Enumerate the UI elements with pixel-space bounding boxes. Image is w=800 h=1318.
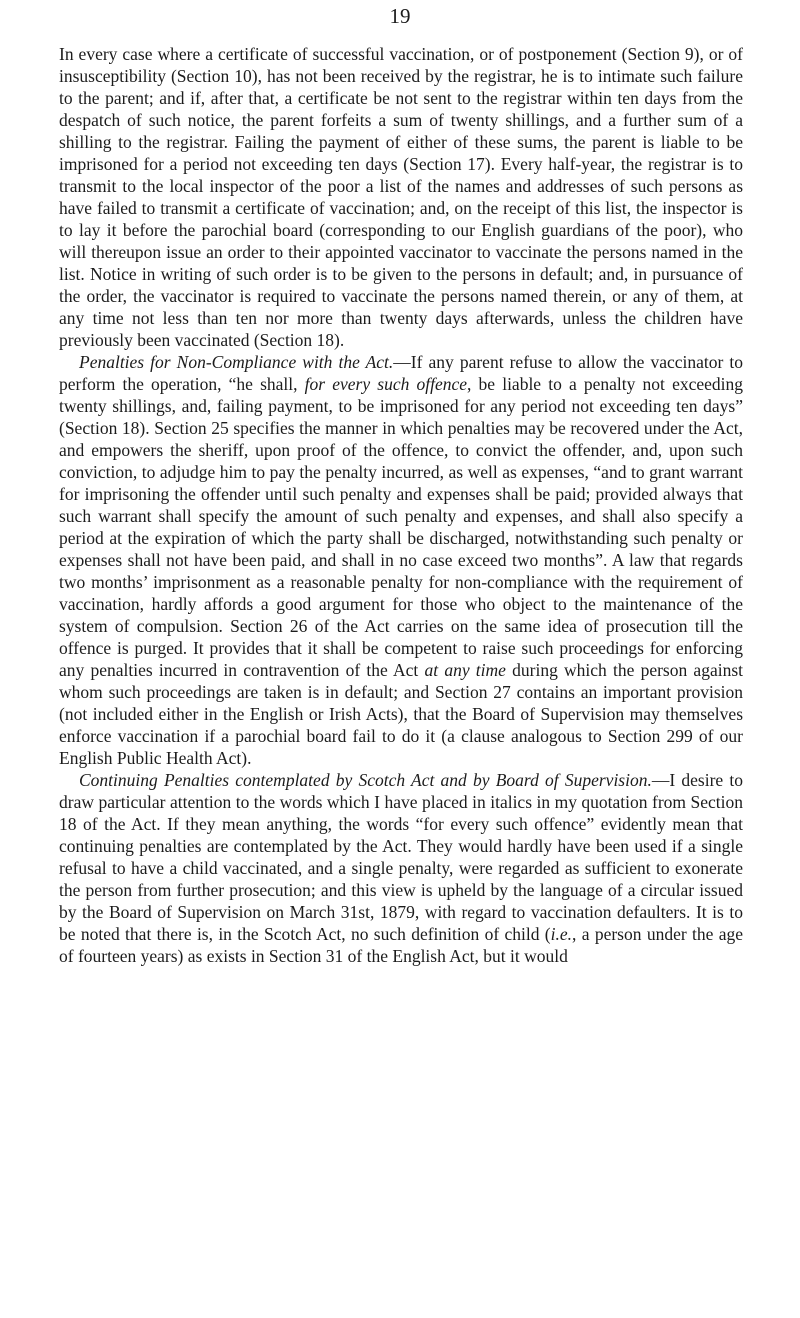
paragraph <box>59 351 743 769</box>
body-text <box>59 43 743 967</box>
paragraph <box>59 43 743 351</box>
body-text-segment: —I desire to draw particular attention to the words which I have placed in italics in my quotation from Section 18 of the Act. If they mean anything, the words “for every such offence” evidently mean that continuing penalties are contemplated by the Act. They would hardly have been used if a single refusal to have a child vaccinated, and a single penalty, were regarded as sufficient to exonerate the person from further prosecution; and this view is upheld by the language of a circular issued by the Board of Supervision on March 31st, 1879, with regard to vaccination defaulters. It is to be noted that there is, in the Scotch Act, no such definition of child ( <box>59 770 743 944</box>
body-text-segment: —If any parent refuse to allow the vaccinator to perform the operation, “he shall, <box>59 352 743 394</box>
italic-text: i.e. <box>550 924 573 944</box>
paragraph <box>59 769 743 967</box>
body-text-segment: , be liable to a penalty not exceeding twenty shillings, and, failing payment, to be imprisoned for any period not exceeding ten days” (Section 18). Section 25 specifies the manner in which penalties may be recovered under the Act, and empowers the sheriff, upon proof of the offence, to convict the offender, and, upon such conviction, to adjudge him to pay the penalty incurred, as well as expenses, “and to grant warrant for imprisoning the offender until such penalty and expenses shall be paid; provided always that such warrant shall specify the amount of such penalty and expenses, and shall also specify a period at the expiration of which the party shall be discharged, notwithstanding such penalty or expenses shall not have been paid, and shall in no case exceed two months”. A law that regards two months’ imprisonment as a reasonable penalty for non-compliance with the requirement of vaccination, hardly affords a good argument for those who object to the maintenance of the system of compulsion. Section 26 of the Act carries on the same idea of prosecution till the offence is purged. It provides that it shall be competent to raise such proceedings for enforcing any penalties incurred in contravention of the Act <box>59 374 743 680</box>
italic-text: Continuing Penalties contemplated by Scotch Act and by Board of Supervision. <box>79 770 652 790</box>
body-text-segment: In every case where a certificate of successful vaccination, or of postponement (Section 9), or of insusceptibility (Section 10), has not been received by the registrar, he is to intimate such failure to the parent; and if, after that, a certificate be not sent to the registrar within ten days from the despatch of such notice, the parent forfeits a sum of twenty shillings, and a further sum of a shilling to the registrar. Failing the payment of either of these sums, the parent is liable to be imprisoned for a period not exceeding ten days (Section 17). Every half-year, the registrar is to transmit to the local inspector of the poor a list of the names and addresses of such persons as have failed to transmit a certificate of vaccination; and, on the receipt of this list, the inspector is to lay it before the parochial board (corresponding to our English guardians of the poor), who will thereupon issue an order to their appointed vaccinator to vaccinate the persons named in the list. Notice in writing of such order is to be given to the persons in default; and, in pursuance of the order, the vaccinator is required to vaccinate the persons named therein, or any of them, at any time not less than ten nor more than twenty days afterwards, unless the children have previously been vaccinated (Section 18). <box>59 44 743 350</box>
italic-text: for every such offence <box>304 374 468 394</box>
italic-text: Penalties for Non-Compliance with the Act. <box>79 352 394 372</box>
body-text-segment: during which the person against whom such proceedings are taken is in default; and Section 27 contains an important provision (not included either in the English or Irish Acts), that the Board of Supervision may themselves enforce vaccination if a parochial board fail to do it (a clause analogous to Section 299 of our English Public Health Act). <box>59 660 744 768</box>
body-text-segment: , a person under the age of fourteen years) as exists in Section 31 of the English Act, but it would <box>59 924 743 966</box>
page-number: 19 <box>389 4 411 28</box>
italic-text: at any time <box>424 660 506 680</box>
